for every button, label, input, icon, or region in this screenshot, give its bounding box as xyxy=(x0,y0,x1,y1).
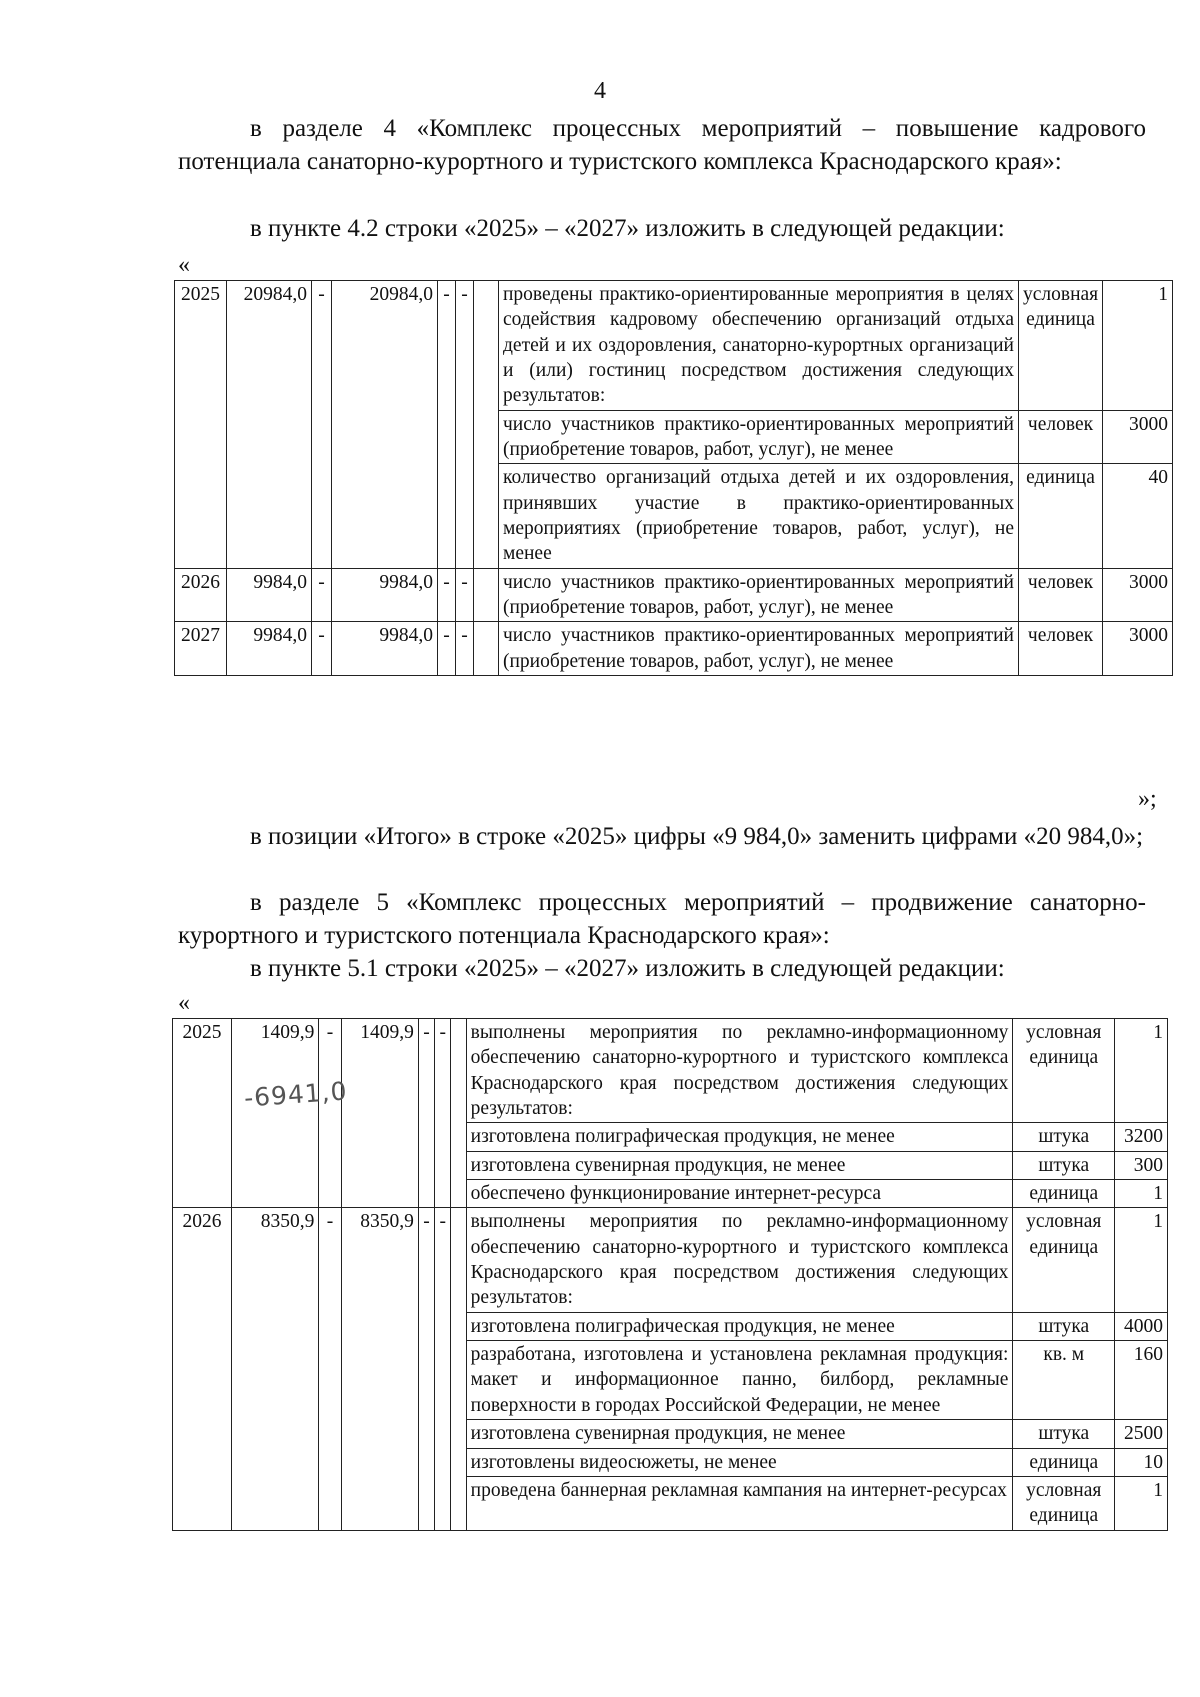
t2-result-unit: штука xyxy=(1013,1123,1115,1151)
t2-result-text: выполнены мероприятия по рекламно-информационному обеспечению санаторно-курортного и туристского комплекса Краснодарского края посредством достижения следующих результатов: xyxy=(466,1208,1013,1312)
t2-other-cell: - xyxy=(435,1208,451,1530)
t2-result-value: 160 xyxy=(1115,1341,1168,1420)
t1-result-text: количество организаций отдыха детей и их оздоровления, принявших участие в практико-ориентированных мероприятиях (приобретение товаров, работ, услуг), не менее xyxy=(499,464,1019,568)
t1-result-unit: человек xyxy=(1019,568,1103,622)
t2-result-text: изготовлена полиграфическая продукция, не менее xyxy=(466,1312,1013,1340)
t1-total-cell: 20984,0 xyxy=(227,281,312,569)
t2-result-text: изготовлена полиграфическая продукция, не менее xyxy=(466,1123,1013,1151)
t1-result-text: проведены практико-ориентированные мероприятия в целях содействия кадровому обеспечению организаций отдыха детей и их оздоровления, санаторно-курортных организаций и (или) гостиниц посредством достижения следующих результатов: xyxy=(499,281,1019,411)
t2-total-cell: 8350,9 xyxy=(231,1208,318,1530)
t2-result-value: 4000 xyxy=(1115,1312,1168,1340)
table-row xyxy=(175,281,1173,411)
t1-blank-cell xyxy=(474,622,499,676)
t1-result-text: число участников практико-ориентированных мероприятий (приобретение товаров, работ, услуг), не менее xyxy=(499,622,1019,676)
table-row xyxy=(175,622,1173,676)
t1-reg-cell: 9984,0 xyxy=(332,568,438,622)
t2-result-unit: штука xyxy=(1013,1420,1115,1448)
t2-result-text: проведена баннерная рекламная кампания на интернет-ресурсах xyxy=(466,1476,1013,1530)
t2-result-value: 300 xyxy=(1115,1151,1168,1179)
t2-result-text: изготовлена сувенирная продукция, не менее xyxy=(466,1420,1013,1448)
t2-year-cell: 2026 xyxy=(173,1208,232,1530)
handwritten-note: -6941,0 xyxy=(243,1076,349,1113)
t2-result-value: 3200 xyxy=(1115,1123,1168,1151)
t1-year-cell: 2026 xyxy=(175,568,227,622)
t1-result-value: 40 xyxy=(1103,464,1173,568)
t2-result-unit: условная единица xyxy=(1013,1019,1115,1123)
table1-open-quote: « xyxy=(178,252,190,278)
t2-loc-cell: - xyxy=(418,1019,434,1208)
t1-other-cell: - xyxy=(456,622,474,676)
t2-result-unit: штука xyxy=(1013,1151,1115,1179)
t1-total-cell: 9984,0 xyxy=(227,568,312,622)
t1-reg-cell: 9984,0 xyxy=(332,622,438,676)
t1-result-value: 1 xyxy=(1103,281,1173,411)
t1-loc-cell: - xyxy=(438,281,456,569)
t1-result-value: 3000 xyxy=(1103,622,1173,676)
table1-close-quote: »; xyxy=(1138,786,1157,812)
t2-result-value: 1 xyxy=(1115,1208,1168,1312)
table-section4 xyxy=(174,280,1173,676)
t2-other-cell: - xyxy=(435,1019,451,1208)
t2-result-value: 10 xyxy=(1115,1448,1168,1476)
t1-fed-cell: - xyxy=(312,281,332,569)
t2-loc-cell: - xyxy=(418,1208,434,1530)
t1-result-unit: условная единица xyxy=(1019,281,1103,411)
section4-intro: в разделе 4 «Комплекс процессных мероприятий – повышение кадрового потенциала санаторно-курортного и туристского комплекса Краснодарского края»: xyxy=(178,115,1146,176)
t1-reg-cell: 20984,0 xyxy=(332,281,438,569)
t2-result-value: 1 xyxy=(1115,1476,1168,1530)
t1-total-cell: 9984,0 xyxy=(227,622,312,676)
section5-intro: в разделе 5 «Комплекс процессных мероприятий – продвижение санаторно-курортного и туристского потенциала Краснодарского края»: xyxy=(178,889,1146,950)
t1-loc-cell: - xyxy=(438,622,456,676)
t1-result-value: 3000 xyxy=(1103,410,1173,464)
t1-blank-cell xyxy=(474,568,499,622)
t2-total-cell: 1409,9 xyxy=(231,1019,318,1208)
t2-result-unit: штука xyxy=(1013,1312,1115,1340)
page-number: 4 xyxy=(594,78,606,104)
section4-instruction: в пункте 4.2 строки «2025» – «2027» изложить в следующей редакции: xyxy=(250,215,1005,242)
t1-year-cell: 2027 xyxy=(175,622,227,676)
t2-result-unit: условная единица xyxy=(1013,1476,1115,1530)
t2-result-text: изготовлены видеосюжеты, не менее xyxy=(466,1448,1013,1476)
t2-result-unit: кв. м xyxy=(1013,1341,1115,1420)
t1-other-cell: - xyxy=(456,281,474,569)
t1-result-text: число участников практико-ориентированных мероприятий (приобретение товаров, работ, услуг), не менее xyxy=(499,410,1019,464)
t2-result-value: 1 xyxy=(1115,1180,1168,1208)
t2-result-value: 1 xyxy=(1115,1019,1168,1123)
t1-fed-cell: - xyxy=(312,622,332,676)
itogo-paragraph: в позиции «Итого» в строке «2025» цифры «9 984,0» заменить цифрами «20 984,0»; xyxy=(250,823,1144,850)
t1-result-text: число участников практико-ориентированных мероприятий (приобретение товаров, работ, услуг), не менее xyxy=(499,568,1019,622)
table2-open-quote: « xyxy=(178,990,190,1016)
t2-fed-cell: - xyxy=(319,1208,341,1530)
table-row xyxy=(175,568,1173,622)
t2-result-text: обеспечено функционирование интернет-ресурса xyxy=(466,1180,1013,1208)
t1-result-unit: единица xyxy=(1019,464,1103,568)
t1-fed-cell: - xyxy=(312,568,332,622)
t1-result-unit: человек xyxy=(1019,410,1103,464)
t2-blank-cell xyxy=(451,1208,466,1530)
t1-result-unit: человек xyxy=(1019,622,1103,676)
t2-blank-cell xyxy=(451,1019,466,1208)
t2-result-text: изготовлена сувенирная продукция, не менее xyxy=(466,1151,1013,1179)
section5-instruction: в пункте 5.1 строки «2025» – «2027» изложить в следующей редакции: xyxy=(250,955,1005,982)
t2-result-value: 2500 xyxy=(1115,1420,1168,1448)
t1-other-cell: - xyxy=(456,568,474,622)
t2-result-unit: единица xyxy=(1013,1180,1115,1208)
t1-blank-cell xyxy=(474,281,499,569)
t2-reg-cell: 1409,9 xyxy=(341,1019,418,1208)
t2-result-text: разработана, изготовлена и установлена рекламная продукция: макет и информационное панно, билборд, рекламные поверхности в городах Российской Федерации, не менее xyxy=(466,1341,1013,1420)
t2-result-text: выполнены мероприятия по рекламно-информационному обеспечению санаторно-курортного и туристского комплекса Краснодарского края посредством достижения следующих результатов: xyxy=(466,1019,1013,1123)
t1-result-value: 3000 xyxy=(1103,568,1173,622)
t1-loc-cell: - xyxy=(438,568,456,622)
t2-year-cell: 2025 xyxy=(173,1019,232,1208)
t2-result-unit: условная единица xyxy=(1013,1208,1115,1312)
t2-reg-cell: 8350,9 xyxy=(341,1208,418,1530)
t2-fed-cell: - xyxy=(319,1019,341,1208)
table-row xyxy=(173,1019,1168,1123)
table-row xyxy=(173,1208,1168,1312)
t1-year-cell: 2025 xyxy=(175,281,227,569)
t2-result-unit: единица xyxy=(1013,1448,1115,1476)
